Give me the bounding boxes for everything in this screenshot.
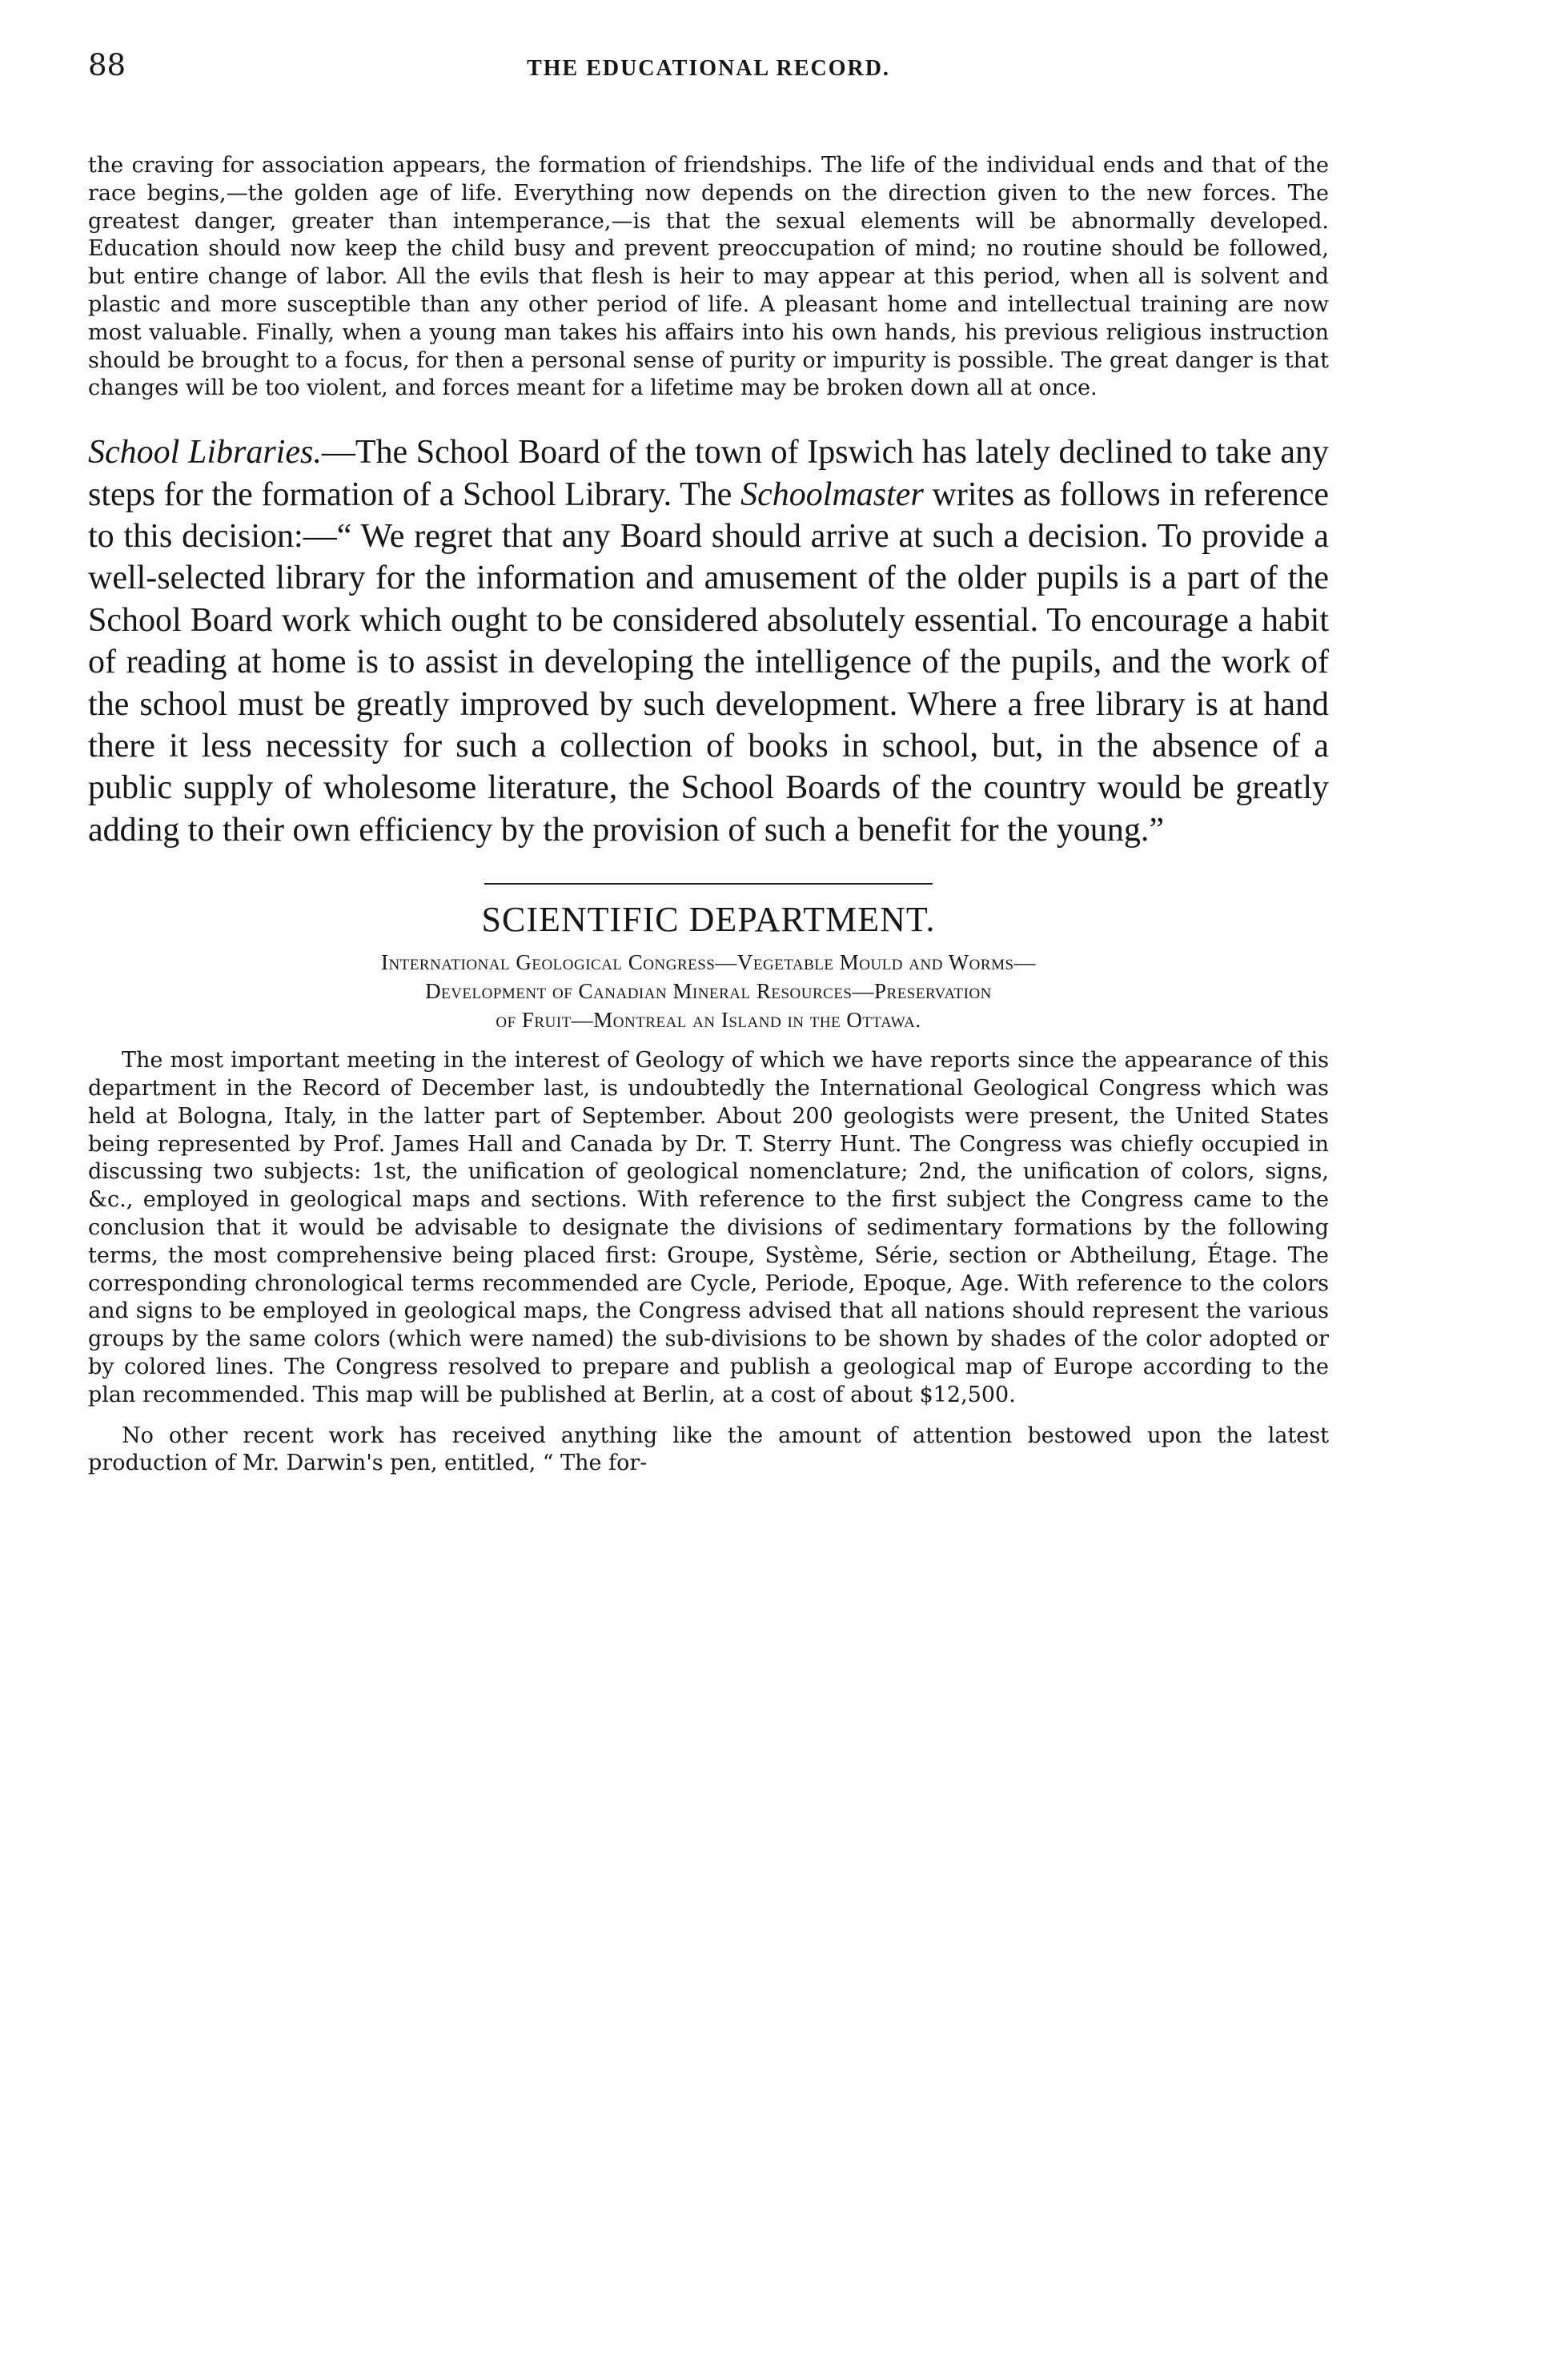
schoolmaster-title: Schoolmaster [740,476,924,513]
school-libraries-heading: School Libraries. [88,434,322,472]
section-summary-line: of Fruit—Montreal an Island in the Ottawa. [496,1008,921,1033]
journal-title: THE EDUCATIONAL RECORD. [527,56,890,81]
section-summary-line: International Geological Congress—Vegetable Mould and Worms— [380,950,1037,975]
section-summary [88,948,1329,1034]
congress-paragraph: The most important meeting in the interest of Geology of which we have reports since the appearance of this department in the Record of December last, is undoubtedly the International Geological Congress which was held at Bologna, Italy, in the latter part of September. About 200 geologists were present, the United States being represented by Prof. James Hall and Canada by Dr. T. Sterry Hunt. The Congress was chiefly occupied in discussing two subjects: 1st, the unification of geological nomenclature; 2nd, the unification of colors, signs, &c., employed in geological maps and sections. With reference to the first subject the Congress came to the conclusion that it would be advisable to designate the divisions of sedimentary formations by the following terms, the most comprehensive being placed first: Groupe, Système, Série, section or Abtheilung, Étage. The corresponding chronological terms recommended are Cycle, Periode, Epoque, Age. With reference to the colors and signs to be employed in geological maps, the Congress advised that all nations should represent the various groups by the same colors (which were named) the sub-divisions to be shown by shades of the color adopted or by colored lines. The Congress resolved to prepare and publish a geological map of Europe according to the plan recommended. This map will be published at Berlin, at a cost of about $12,500. [88,1048,1329,1407]
running-head [88,48,1329,104]
section-summary-line: Development of Canadian Mineral Resources—Preservation [425,979,992,1004]
page-number: 88 [88,48,126,82]
libraries-text-part2: writes as follows in reference to this decision:—“ We regret that any Board should arrive at such a decision. To provide a well-selected library for the information and amusement of the older pupils is a part of the School Board work which ought to be considered absolutely essential. To encourage a habit of reading at home is to assist in developing the intelligence of the pupils, and the work of the school must be greatly improved by such development. Where a free library is at hand there it less necessity for such a collection of books in school, but, in the absence of a public supply of wholesome literature, the School Boards of the country would be greatly adding to their own efficiency by the provision of such a benefit for the young.” [88,476,1329,849]
section-title: SCIENTIFIC DEPARTMENT. [481,900,936,940]
intro-paragraph: the craving for association appears, the formation of friendships. The life of the individual ends and that of the race begins,—the golden age of life. Everything now depends on the direction given to the new forces. The greatest danger, greater than intemperance,—is that the sexual elements will be abnormally developed. Education should now keep the child busy and prevent preoccupation of mind; no routine should be followed, but entire change of labor. All the evils that flesh is heir to may appear at this period, when all is solvent and plastic and more susceptible than any other period of life. A pleasant home and intellectual training are now most valuable. Finally, when a young man takes his affairs into his own hands, his previous religious instruction should be brought to a focus, for then a personal sense of purity or impurity is possible. The great danger is that changes will be too violent, and forces meant for a lifetime may be broken down all at once. [88,153,1329,401]
school-libraries-paragraph [88,431,1329,851]
darwin-paragraph: No other recent work has received anything like the amount of attention bestowed upon the latest production of Mr. Darwin's pen, entitled, “ The for- [88,1423,1329,1476]
libraries-text-part1: —The School Board of the town of Ipswich has lately declined to take any steps for the formation of a School Library. The [88,434,1329,513]
section-divider [484,883,933,885]
page [88,48,1329,1478]
